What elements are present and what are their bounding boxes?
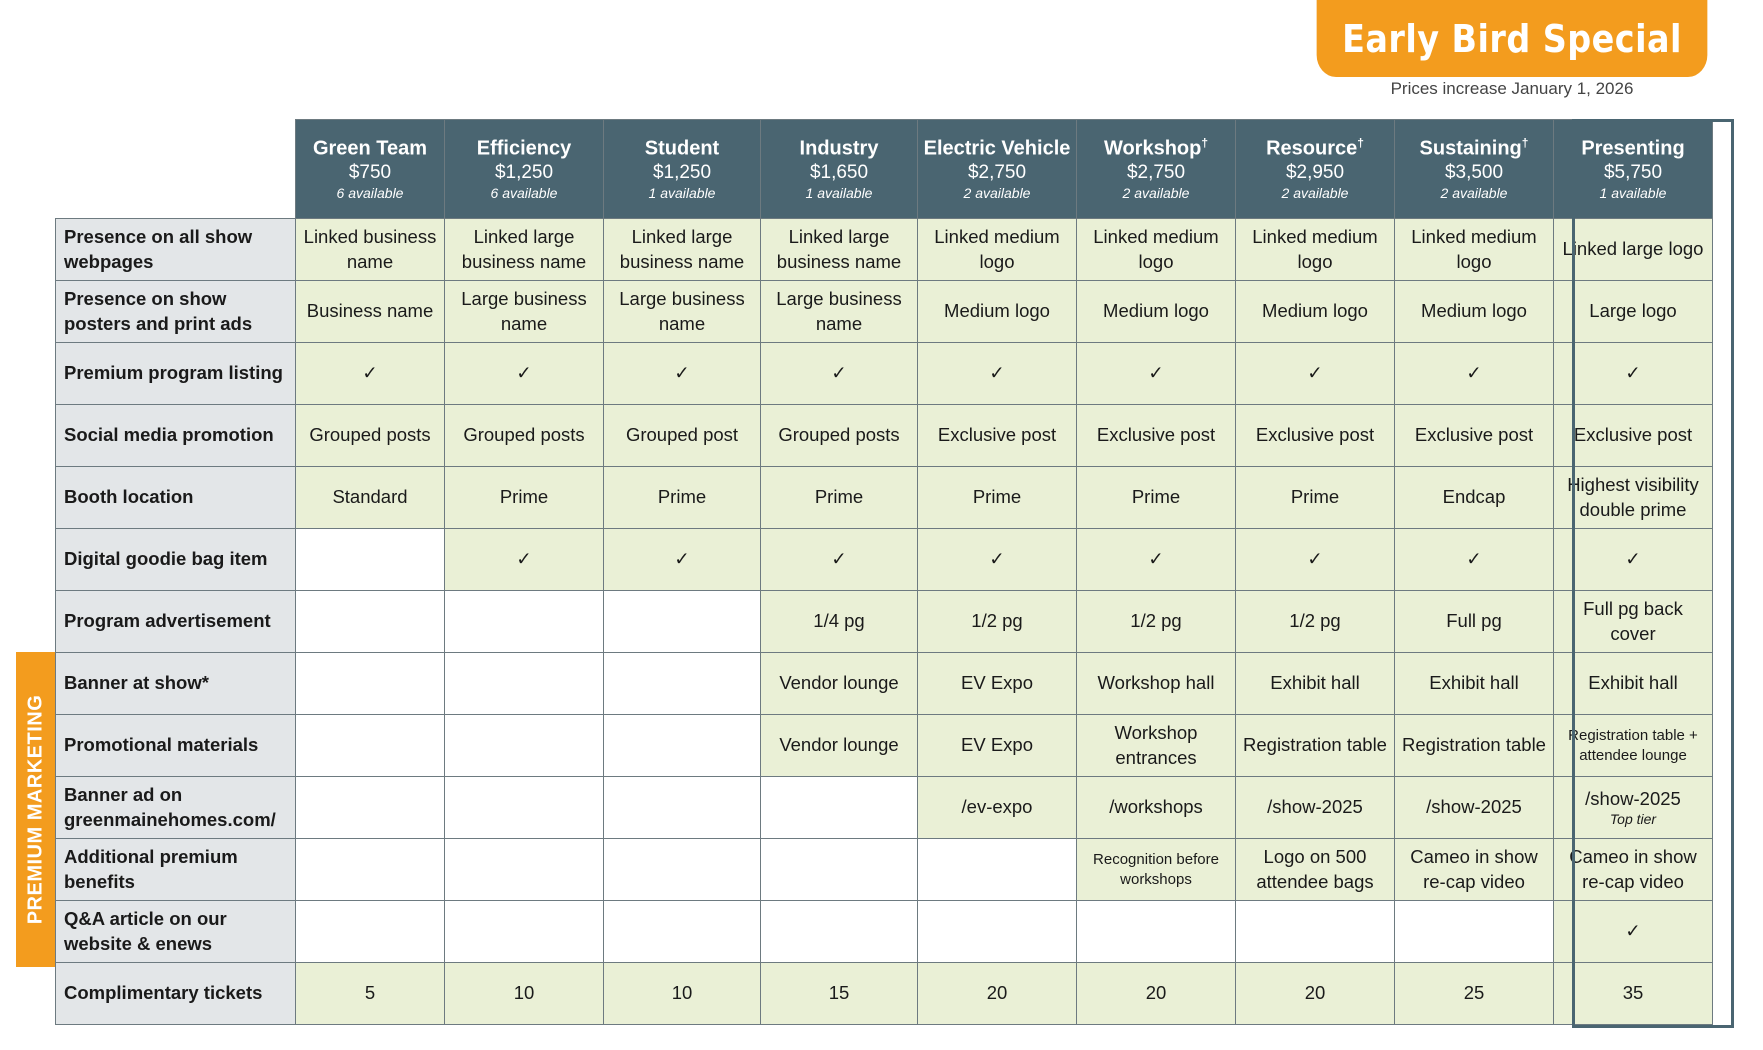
benefit-cell bbox=[918, 653, 1077, 715]
tier-header-student bbox=[604, 120, 761, 219]
benefit-cell bbox=[1395, 963, 1554, 1025]
benefit-value: Exclusive post bbox=[1573, 424, 1693, 446]
benefit-cell bbox=[1077, 839, 1236, 901]
benefit-cell bbox=[1395, 281, 1554, 343]
benefit-cell bbox=[1236, 963, 1395, 1025]
benefit-value: 1/2 pg bbox=[1130, 610, 1182, 632]
tier-name bbox=[1236, 136, 1394, 161]
checkmark-icon: ✓ bbox=[1307, 362, 1323, 384]
benefit-value: 10 bbox=[671, 982, 693, 1004]
tier-name bbox=[761, 136, 917, 161]
benefit-value: /workshops bbox=[1109, 796, 1203, 818]
checkmark-cell bbox=[1554, 343, 1713, 405]
benefit-value: 15 bbox=[828, 982, 850, 1004]
benefit-value: Medium logo bbox=[1103, 300, 1209, 322]
benefit-cell bbox=[445, 963, 604, 1025]
tier-price: $1,650 bbox=[809, 162, 869, 184]
sponsorship-table bbox=[55, 119, 1713, 1025]
benefit-cell bbox=[445, 777, 604, 839]
tier-name-text: Workshop bbox=[1103, 138, 1202, 160]
benefit-cell bbox=[604, 219, 761, 281]
tier-availability: 2 available bbox=[1122, 184, 1190, 201]
benefit-cell bbox=[604, 281, 761, 343]
tier-header-industry bbox=[761, 120, 918, 219]
benefit-value: Exclusive post bbox=[1255, 424, 1375, 446]
benefit-cell bbox=[1077, 591, 1236, 653]
benefit-row-presence-on-show-posters-and-print-ads bbox=[56, 281, 1713, 343]
benefit-value: Linked large business name bbox=[619, 226, 745, 272]
benefit-value: 35 bbox=[1622, 982, 1644, 1004]
checkmark-cell bbox=[296, 343, 445, 405]
benefit-value: EV Expo bbox=[961, 672, 1033, 694]
benefit-cell bbox=[1077, 219, 1236, 281]
benefit-cell bbox=[918, 219, 1077, 281]
row-label: Presence on show posters and print ads bbox=[56, 281, 296, 343]
checkmark-cell bbox=[445, 529, 604, 591]
benefit-cell bbox=[1554, 405, 1713, 467]
benefit-cell bbox=[604, 963, 761, 1025]
benefit-cell bbox=[918, 591, 1077, 653]
checkmark-cell bbox=[604, 529, 761, 591]
checkmark-icon: ✓ bbox=[516, 362, 532, 384]
benefit-cell bbox=[1077, 963, 1236, 1025]
checkmark-cell bbox=[1554, 529, 1713, 591]
benefit-value: Recognition before workshops bbox=[1093, 850, 1219, 888]
benefit-cell bbox=[1554, 963, 1713, 1025]
benefit-cell bbox=[296, 963, 445, 1025]
benefit-cell bbox=[445, 591, 604, 653]
tier-header-efficiency bbox=[445, 120, 604, 219]
benefit-cell bbox=[296, 591, 445, 653]
benefit-cell bbox=[604, 715, 761, 777]
tier-name bbox=[1077, 136, 1235, 161]
checkmark-icon: ✓ bbox=[1466, 548, 1482, 570]
tier-price: $2,950 bbox=[1285, 162, 1345, 184]
benefit-cell bbox=[1395, 467, 1554, 529]
tier-header-presenting bbox=[1554, 120, 1713, 219]
benefit-cell bbox=[296, 529, 445, 591]
benefit-value: Exclusive post bbox=[1096, 424, 1216, 446]
benefit-cell bbox=[296, 405, 445, 467]
tier-availability: 6 available bbox=[490, 184, 558, 201]
benefit-value: Large logo bbox=[1589, 300, 1677, 322]
benefit-value: Prime bbox=[814, 486, 864, 508]
benefit-cell bbox=[918, 715, 1077, 777]
benefit-cell bbox=[918, 405, 1077, 467]
tier-price: $750 bbox=[348, 162, 392, 184]
benefit-value: Prime bbox=[657, 486, 707, 508]
benefit-value: Prime bbox=[499, 486, 549, 508]
benefit-cell bbox=[761, 591, 918, 653]
tier-availability: 1 available bbox=[805, 184, 873, 201]
benefit-cell bbox=[1236, 219, 1395, 281]
benefit-cell bbox=[761, 405, 918, 467]
benefit-cell bbox=[1236, 715, 1395, 777]
row-label: Premium program listing bbox=[56, 343, 296, 405]
benefit-cell bbox=[296, 467, 445, 529]
benefit-cell bbox=[761, 715, 918, 777]
benefit-value: Linked business name bbox=[303, 226, 437, 272]
benefit-row-complimentary-tickets bbox=[56, 963, 1713, 1025]
benefit-cell bbox=[1077, 777, 1236, 839]
benefit-row-promotional-materials bbox=[56, 715, 1713, 777]
benefit-value: Registration table bbox=[1243, 734, 1387, 756]
benefit-cell bbox=[604, 405, 761, 467]
checkmark-cell bbox=[761, 529, 918, 591]
checkmark-cell bbox=[1236, 529, 1395, 591]
dagger-mark: † bbox=[1201, 136, 1209, 151]
benefit-cell bbox=[1395, 405, 1554, 467]
benefit-value: Linked medium logo bbox=[934, 226, 1060, 272]
benefit-cell bbox=[1077, 405, 1236, 467]
tier-name-text: Green Team bbox=[312, 138, 428, 160]
checkmark-icon: ✓ bbox=[1148, 362, 1164, 384]
benefit-value: /ev-expo bbox=[961, 796, 1033, 818]
benefit-cell bbox=[445, 715, 604, 777]
tier-name-text: Efficiency bbox=[476, 138, 572, 160]
benefit-value: Exhibit hall bbox=[1429, 672, 1519, 694]
checkmark-cell bbox=[1077, 343, 1236, 405]
benefit-value: Exclusive post bbox=[1414, 424, 1534, 446]
checkmark-cell bbox=[1236, 343, 1395, 405]
benefit-cell bbox=[604, 839, 761, 901]
benefit-cell bbox=[445, 219, 604, 281]
tier-name bbox=[296, 136, 444, 161]
benefit-cell bbox=[1077, 281, 1236, 343]
benefit-cell bbox=[1554, 777, 1713, 839]
benefit-cell bbox=[445, 281, 604, 343]
benefit-cell bbox=[761, 777, 918, 839]
benefit-value: Standard bbox=[332, 486, 408, 508]
benefit-value: 20 bbox=[1304, 982, 1326, 1004]
benefit-cell bbox=[918, 901, 1077, 963]
benefit-value: 20 bbox=[1145, 982, 1167, 1004]
benefit-value: Linked large business name bbox=[461, 226, 587, 272]
row-label: Booth location bbox=[56, 467, 296, 529]
benefit-value: Grouped post bbox=[625, 424, 739, 446]
tier-availability: 2 available bbox=[1440, 184, 1508, 201]
benefit-value: Registration table + attendee lounge bbox=[1568, 726, 1698, 764]
benefit-cell bbox=[1077, 467, 1236, 529]
benefit-cell bbox=[1077, 715, 1236, 777]
benefit-value: 10 bbox=[513, 982, 535, 1004]
benefit-value: Full pg back cover bbox=[1583, 598, 1683, 644]
dagger-mark: † bbox=[1521, 136, 1529, 151]
benefit-cell bbox=[1236, 467, 1395, 529]
benefit-cell bbox=[1395, 901, 1554, 963]
benefit-cell bbox=[761, 467, 918, 529]
badge-subtitle: Prices increase January 1, 2026 bbox=[1390, 79, 1634, 98]
benefit-value: Linked large logo bbox=[1562, 238, 1704, 260]
benefit-cell bbox=[1395, 715, 1554, 777]
benefit-value: Large business name bbox=[461, 288, 587, 334]
benefit-value: 1/2 pg bbox=[1289, 610, 1341, 632]
checkmark-cell bbox=[918, 343, 1077, 405]
tier-name-text: Resource bbox=[1266, 138, 1358, 160]
benefit-cell bbox=[1236, 777, 1395, 839]
tier-availability: 1 available bbox=[648, 184, 716, 201]
benefit-cell bbox=[1554, 281, 1713, 343]
tier-name bbox=[604, 136, 760, 161]
benefit-cell bbox=[1554, 219, 1713, 281]
tier-header-row bbox=[56, 120, 1713, 219]
benefit-value: Vendor lounge bbox=[779, 672, 899, 694]
benefit-value: Workshop hall bbox=[1097, 672, 1215, 694]
benefit-value: Large business name bbox=[776, 288, 902, 334]
benefit-row-presence-on-all-show-webpages bbox=[56, 219, 1713, 281]
benefit-cell bbox=[761, 653, 918, 715]
benefit-cell bbox=[296, 653, 445, 715]
benefit-cell bbox=[1395, 653, 1554, 715]
row-label: Digital goodie bag item bbox=[56, 529, 296, 591]
benefit-cell bbox=[296, 839, 445, 901]
benefit-cell bbox=[296, 901, 445, 963]
checkmark-icon: ✓ bbox=[1625, 920, 1641, 942]
benefit-value: Business name bbox=[306, 300, 434, 322]
tier-price: $1,250 bbox=[494, 162, 554, 184]
benefit-value: /show-2025 bbox=[1267, 796, 1363, 818]
benefit-row-banner-ad-on-greenmainehomes-com bbox=[56, 777, 1713, 839]
checkmark-icon: ✓ bbox=[831, 362, 847, 384]
benefit-cell bbox=[604, 777, 761, 839]
checkmark-icon: ✓ bbox=[1625, 548, 1641, 570]
benefit-cell bbox=[918, 777, 1077, 839]
benefit-value: Registration table bbox=[1402, 734, 1546, 756]
benefit-value: Endcap bbox=[1442, 486, 1506, 508]
benefit-value: 20 bbox=[986, 982, 1008, 1004]
benefit-cell bbox=[918, 467, 1077, 529]
benefit-value: Cameo in show re-cap video bbox=[1569, 846, 1697, 892]
benefit-value: Linked medium logo bbox=[1093, 226, 1219, 272]
benefit-value: Exclusive post bbox=[937, 424, 1057, 446]
checkmark-icon: ✓ bbox=[1625, 362, 1641, 384]
benefit-cell bbox=[1554, 467, 1713, 529]
checkmark-icon: ✓ bbox=[1466, 362, 1482, 384]
checkmark-cell bbox=[604, 343, 761, 405]
benefit-cell bbox=[1236, 591, 1395, 653]
benefit-value: /show-2025 bbox=[1585, 788, 1681, 810]
tier-price: $3,500 bbox=[1444, 162, 1504, 184]
benefit-cell bbox=[296, 715, 445, 777]
benefits-body bbox=[56, 219, 1713, 1025]
tier-name-text: Student bbox=[644, 138, 720, 160]
benefit-cell bbox=[1554, 715, 1713, 777]
checkmark-icon: ✓ bbox=[989, 548, 1005, 570]
header-corner bbox=[56, 120, 296, 219]
benefit-cell bbox=[1554, 591, 1713, 653]
benefit-cell bbox=[445, 839, 604, 901]
benefit-value: Workshop entrances bbox=[1114, 722, 1198, 768]
benefit-cell bbox=[918, 281, 1077, 343]
row-label: Promotional materials bbox=[56, 715, 296, 777]
checkmark-icon: ✓ bbox=[516, 548, 532, 570]
tier-availability: 2 available bbox=[1281, 184, 1349, 201]
benefit-note: Top tier bbox=[1609, 811, 1657, 828]
checkmark-cell bbox=[1395, 529, 1554, 591]
benefit-row-additional-premium-benefits bbox=[56, 839, 1713, 901]
benefit-cell bbox=[604, 901, 761, 963]
benefit-cell bbox=[1395, 839, 1554, 901]
benefit-cell bbox=[761, 901, 918, 963]
row-label: Banner ad on greenmainehomes.com/ bbox=[56, 777, 296, 839]
early-bird-badge bbox=[1317, 0, 1708, 77]
tier-price: $1,250 bbox=[652, 162, 712, 184]
benefit-cell bbox=[918, 839, 1077, 901]
benefit-cell bbox=[1554, 839, 1713, 901]
benefit-cell bbox=[1236, 281, 1395, 343]
benefit-cell bbox=[445, 467, 604, 529]
tier-name-text: Presenting bbox=[1581, 138, 1685, 160]
benefit-cell bbox=[761, 839, 918, 901]
checkmark-cell bbox=[918, 529, 1077, 591]
benefit-cell bbox=[1077, 653, 1236, 715]
benefit-cell bbox=[761, 963, 918, 1025]
benefit-row-q-a-article-on-our-website-enews bbox=[56, 901, 1713, 963]
tier-name bbox=[1554, 136, 1712, 161]
tier-price: $2,750 bbox=[1126, 162, 1186, 184]
benefit-value: Medium logo bbox=[1262, 300, 1368, 322]
benefit-cell bbox=[1236, 839, 1395, 901]
checkmark-icon: ✓ bbox=[1148, 548, 1164, 570]
row-label: Banner at show* bbox=[56, 653, 296, 715]
row-label: Q&A article on our website & enews bbox=[56, 901, 296, 963]
row-label: Additional premium benefits bbox=[56, 839, 296, 901]
benefit-value: Medium logo bbox=[944, 300, 1050, 322]
benefit-cell bbox=[761, 219, 918, 281]
benefit-cell bbox=[918, 963, 1077, 1025]
tier-availability: 6 available bbox=[336, 184, 404, 201]
benefit-row-banner-at-show bbox=[56, 653, 1713, 715]
benefit-cell bbox=[761, 281, 918, 343]
tier-header-sustaining bbox=[1395, 120, 1554, 219]
benefit-value: Linked medium logo bbox=[1252, 226, 1378, 272]
checkmark-cell bbox=[445, 343, 604, 405]
benefit-cell bbox=[604, 591, 761, 653]
benefit-value: Highest visibility double prime bbox=[1567, 474, 1699, 520]
checkmark-icon: ✓ bbox=[989, 362, 1005, 384]
benefit-value: Medium logo bbox=[1421, 300, 1527, 322]
tier-header-workshop bbox=[1077, 120, 1236, 219]
checkmark-icon: ✓ bbox=[831, 548, 847, 570]
checkmark-icon: ✓ bbox=[362, 362, 378, 384]
checkmark-icon: ✓ bbox=[674, 548, 690, 570]
benefit-cell bbox=[1554, 653, 1713, 715]
benefit-cell bbox=[1236, 653, 1395, 715]
tier-header-resource bbox=[1236, 120, 1395, 219]
benefit-row-program-advertisement bbox=[56, 591, 1713, 653]
benefit-value: Prime bbox=[1290, 486, 1340, 508]
checkmark-cell bbox=[761, 343, 918, 405]
premium-marketing-tab bbox=[16, 652, 55, 967]
benefit-value: Exhibit hall bbox=[1588, 672, 1678, 694]
benefit-value: Cameo in show re-cap video bbox=[1410, 846, 1538, 892]
row-label: Program advertisement bbox=[56, 591, 296, 653]
checkmark-cell bbox=[1554, 901, 1713, 963]
benefit-value: Full pg bbox=[1446, 610, 1502, 632]
benefit-value: 25 bbox=[1463, 982, 1485, 1004]
benefit-value: EV Expo bbox=[961, 734, 1033, 756]
benefit-value: Large business name bbox=[619, 288, 745, 334]
benefit-value: Grouped posts bbox=[463, 424, 585, 446]
benefit-cell bbox=[1236, 405, 1395, 467]
tier-price: $5,750 bbox=[1603, 162, 1663, 184]
tier-availability: 1 available bbox=[1599, 184, 1667, 201]
benefit-row-premium-program-listing bbox=[56, 343, 1713, 405]
benefit-cell bbox=[1077, 901, 1236, 963]
benefit-value: Exhibit hall bbox=[1270, 672, 1360, 694]
benefit-cell bbox=[1395, 777, 1554, 839]
benefit-value: Prime bbox=[972, 486, 1022, 508]
benefit-row-booth-location bbox=[56, 467, 1713, 529]
benefit-cell bbox=[1395, 219, 1554, 281]
benefit-value: 1/2 pg bbox=[971, 610, 1023, 632]
premium-marketing-label: PREMIUM MARKETING bbox=[24, 694, 47, 925]
row-label: Complimentary tickets bbox=[56, 963, 296, 1025]
benefit-cell bbox=[296, 219, 445, 281]
benefit-value: Logo on 500 attendee bags bbox=[1256, 846, 1374, 892]
benefit-value: Linked medium logo bbox=[1411, 226, 1537, 272]
tier-name-text: Industry bbox=[799, 138, 879, 160]
benefit-row-digital-goodie-bag-item bbox=[56, 529, 1713, 591]
benefit-value: Grouped posts bbox=[778, 424, 900, 446]
tier-name-text: Electric Vehicle bbox=[923, 138, 1071, 160]
benefit-value: Prime bbox=[1131, 486, 1181, 508]
tier-name bbox=[445, 136, 603, 161]
benefit-cell bbox=[296, 281, 445, 343]
tier-name-text: Sustaining bbox=[1419, 138, 1522, 160]
benefit-cell bbox=[604, 467, 761, 529]
benefit-cell bbox=[1236, 901, 1395, 963]
tier-name bbox=[918, 136, 1076, 161]
benefit-cell bbox=[445, 405, 604, 467]
benefit-value: /show-2025 bbox=[1426, 796, 1522, 818]
tier-header-electric-vehicle bbox=[918, 120, 1077, 219]
row-label: Presence on all show webpages bbox=[56, 219, 296, 281]
checkmark-icon: ✓ bbox=[1307, 548, 1323, 570]
benefit-value: Linked large business name bbox=[776, 226, 902, 272]
checkmark-cell bbox=[1395, 343, 1554, 405]
checkmark-cell bbox=[1077, 529, 1236, 591]
benefit-cell bbox=[445, 901, 604, 963]
benefit-cell bbox=[604, 653, 761, 715]
tier-name bbox=[1395, 136, 1553, 161]
benefit-value: 1/4 pg bbox=[813, 610, 865, 632]
badge-title: Early Bird Special bbox=[1342, 16, 1682, 61]
benefit-cell bbox=[296, 777, 445, 839]
benefit-cell bbox=[1395, 591, 1554, 653]
benefit-cell bbox=[445, 653, 604, 715]
benefit-value: Vendor lounge bbox=[779, 734, 899, 756]
tier-price: $2,750 bbox=[967, 162, 1027, 184]
benefit-value: Grouped posts bbox=[309, 424, 431, 446]
row-label: Social media promotion bbox=[56, 405, 296, 467]
benefit-row-social-media-promotion bbox=[56, 405, 1713, 467]
tier-header-green-team bbox=[296, 120, 445, 219]
checkmark-icon: ✓ bbox=[674, 362, 690, 384]
dagger-mark: † bbox=[1357, 136, 1364, 151]
benefit-value: 5 bbox=[364, 982, 376, 1004]
tier-availability: 2 available bbox=[963, 184, 1031, 201]
